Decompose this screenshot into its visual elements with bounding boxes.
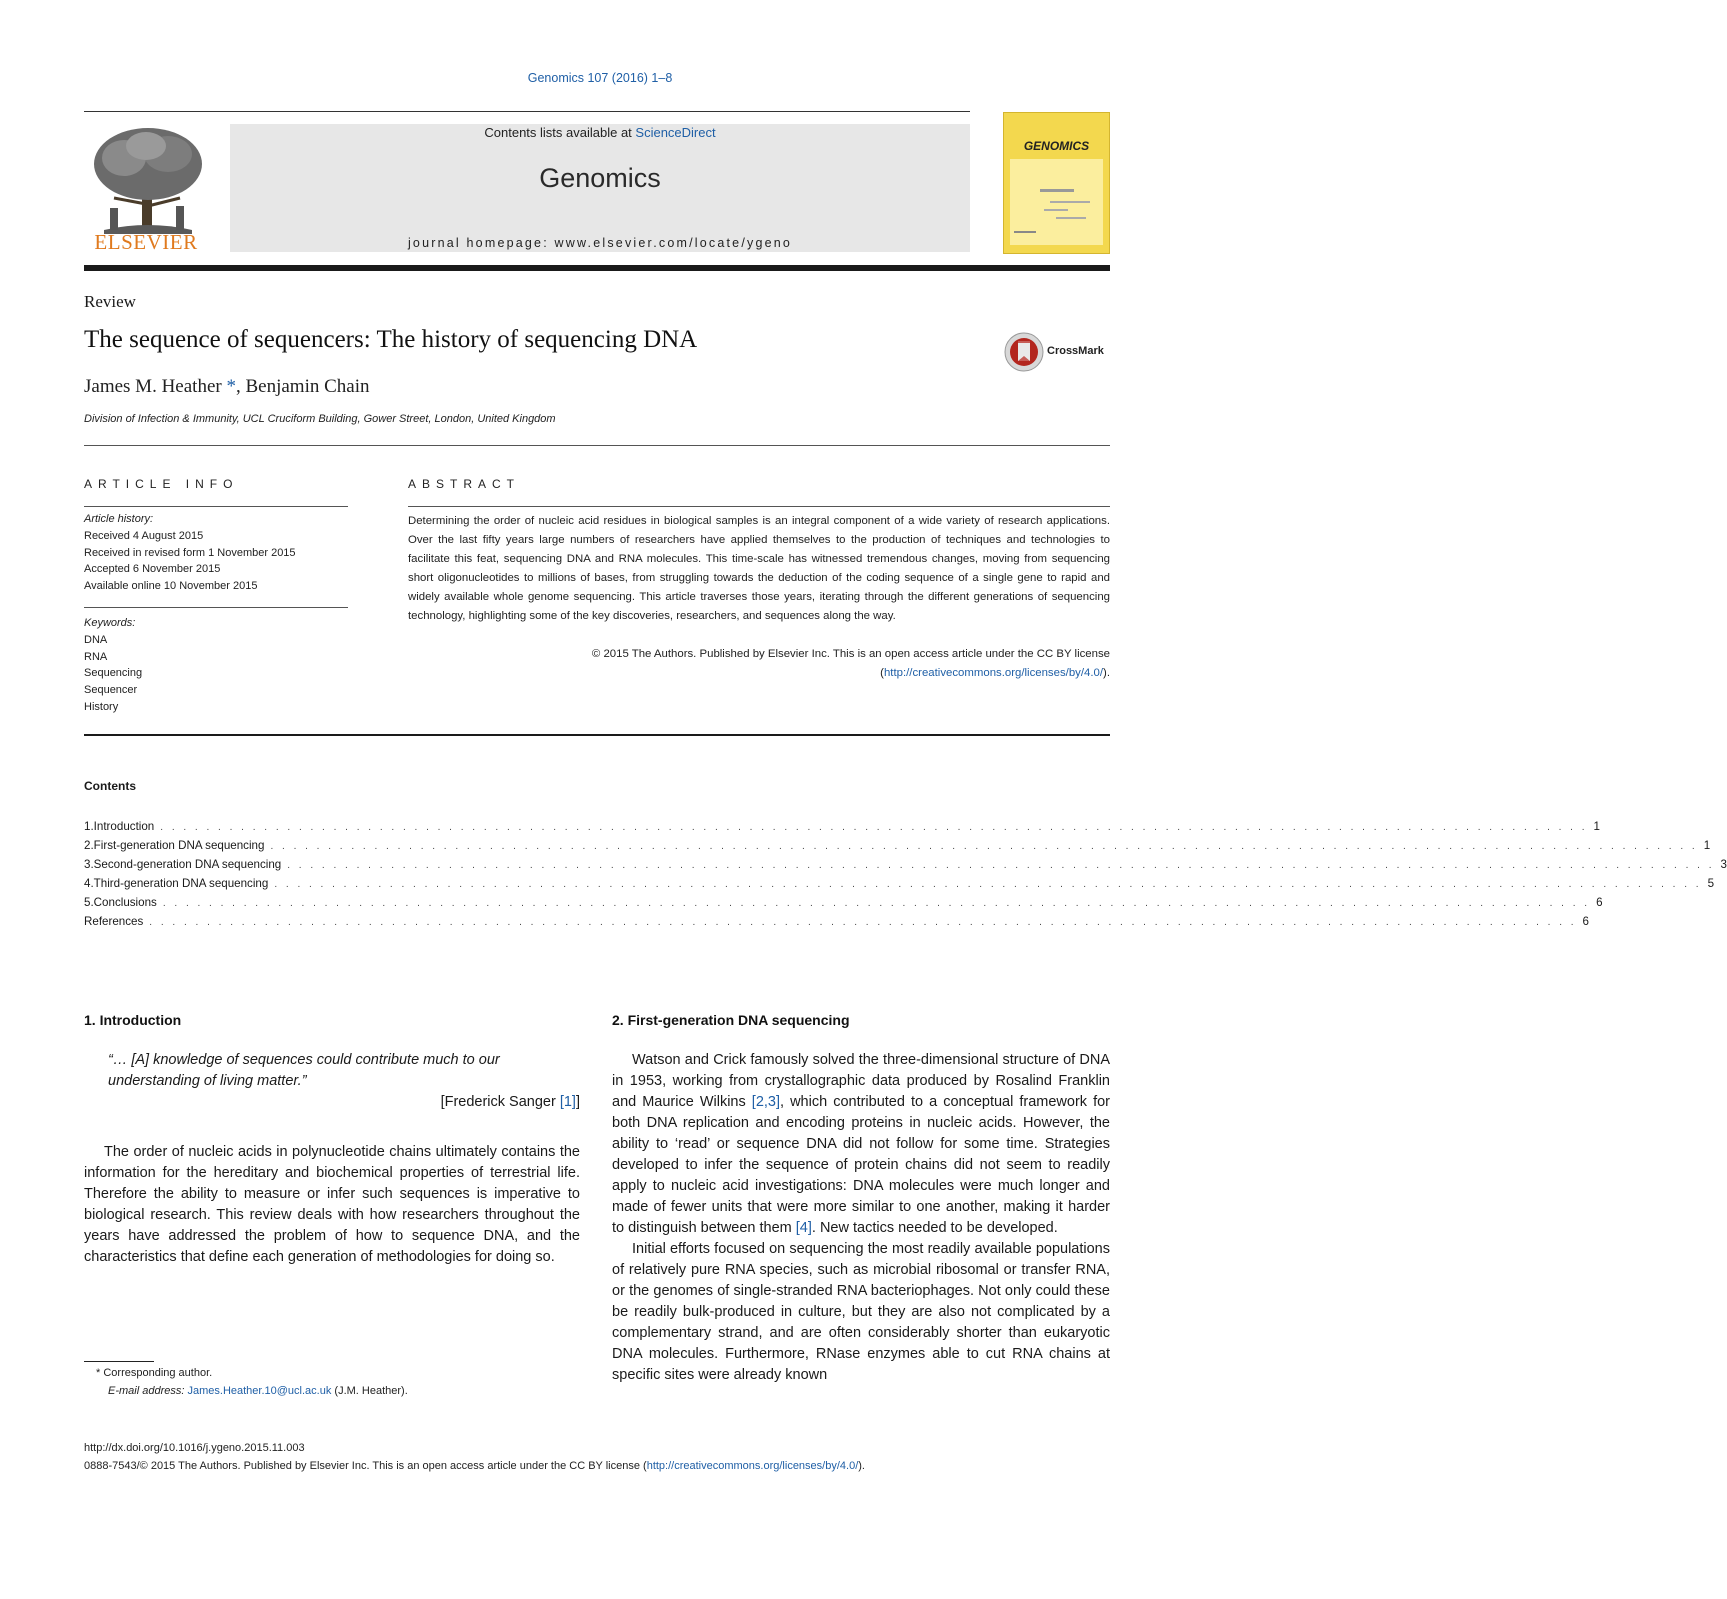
citation-link[interactable]: [4] [795,1220,812,1236]
affiliation: Division of Infection & Immunity, UCL Cruciform Building, Gower Street, London, United Kingdom [84,413,556,425]
crossmark-badge[interactable] [1003,331,1113,375]
toc-title[interactable]: Third-generation DNA sequencing [93,877,269,890]
attribution-close: ] [575,1094,580,1110]
keyword[interactable]: RNA [84,650,108,663]
sciencedirect-link[interactable]: ScienceDirect [635,125,716,140]
intro-paragraph [84,1142,580,1268]
journal-name: Genomics [539,163,661,193]
contents-prefix: Contents lists available at [484,125,636,140]
toc-leader: . . . . . . . . . . . . . . . . . . . . . . . . . . . . . . . . . . . . . . . . . . . . . . . . . . . . . . . . . . . . . . . . . . . . . . . . . . . . . . . . . . . . . . . . . . . . . . . . . . . . . . . . . . . . . . . . . . . . . . . . . . . . [270,841,1698,852]
toc-page: 1 [1703,839,1711,852]
toc-title[interactable]: Conclusions [93,896,157,909]
article-title: The sequence of sequencers: The history of sequencing DNA [84,326,698,353]
toc-number: 2. [84,839,94,852]
toc-row[interactable] [84,877,1715,896]
toc-leader: . . . . . . . . . . . . . . . . . . . . . . . . . . . . . . . . . . . . . . . . . . . . . . . . . . . . . . . . . . . . . . . . . . . . . . . . . . . . . . . . . . . . . . . . . . . . . . . . . . . . . . . . . . . . . . . . . . . . . . . . . . . . [160,822,1588,833]
toc-title[interactable]: Second-generation DNA sequencing [93,858,282,871]
email-note [108,1385,408,1397]
toc-title[interactable]: References [84,915,144,928]
first-gen-heading: 2. First-generation DNA sequencing [612,1012,850,1028]
masthead-rule [84,265,1110,271]
abstract-rule [408,506,1110,507]
author-list [84,376,369,398]
footnote-rule [84,1361,154,1362]
toc-leader: . . . . . . . . . . . . . . . . . . . . . . . . . . . . . . . . . . . . . . . . . . . . . . . . . . . . . . . . . . . . . . . . . . . . . . . . . . . . . . . . . . . . . . . . . . . . . . . . . . . . . . . . . . . . . . . . . . . . . . . . . . . . [274,879,1702,890]
article-info-heading: ARTICLE INFO [84,477,239,491]
journal-cover[interactable] [1003,112,1110,254]
history-online: Available online 10 November 2015 [84,580,258,593]
journal-homepage[interactable]: journal homepage: www.elsevier.com/locate/ygeno [407,236,793,250]
cc-license-link[interactable]: http://creativecommons.org/licenses/by/4.0/ [883,667,1104,679]
contents-title: Contents [84,779,136,793]
toc-page: 1 [1593,820,1600,833]
table-of-contents [84,820,1727,934]
article-type: Review [84,292,136,311]
elsevier-wordmark: ELSEVIER [94,230,198,254]
copyright-line: © 2015 The Authors. Published by Elsevier Inc. This is an open access article under the CC BY license [591,648,1110,660]
email-label: E-mail address: [108,1385,188,1397]
toc-number: 3. [84,858,94,871]
article-history [84,511,296,595]
journal-citation[interactable]: Genomics 107 (2016) 1–8 [527,71,673,85]
toc-leader: . . . . . . . . . . . . . . . . . . . . . . . . . . . . . . . . . . . . . . . . . . . . . . . . . . . . . . . . . . . . . . . . . . . . . . . . . . . . . . . . . . . . . . . . . . . . . . . . . . . . . . . . . . . . . . . . . . . . . . . . . . . . [287,860,1715,871]
email-suffix: (J.M. Heather). [331,1385,408,1397]
footer-close: ). [858,1460,865,1472]
corresponding-author-note [96,1367,212,1379]
toc-leader: . . . . . . . . . . . . . . . . . . . . . . . . . . . . . . . . . . . . . . . . . . . . . . . . . . . . . . . . . . . . . . . . . . . . . . . . . . . . . . . . . . . . . . . . . . . . . . . . . . . . . . . . . . . . . . . . . . . . . . . . . . . . [162,898,1591,909]
toc-page: 3 [1720,858,1727,871]
attribution-text: [Frederick Sanger [440,1094,560,1110]
footnote-mark: * [96,1367,101,1379]
crossmark-label: CrossMark [1047,345,1104,357]
corresponding-author-mark[interactable]: * [226,376,236,397]
history-revised: Received in revised form 1 November 2015 [84,546,296,559]
history-label: Article history: [84,513,154,525]
first-gen-paragraph-1 [612,1050,1110,1239]
cover-title: GENOMICS [1023,139,1090,153]
header-rule [84,111,970,112]
epigraph-quote: “… [A] knowledge of sequences could contribute much to our understanding of living matter.” [108,1052,500,1089]
paren-open: ( [880,667,884,679]
toc-page: 5 [1707,877,1715,890]
keyword[interactable]: History [84,700,119,713]
history-accepted: Accepted 6 November 2015 [84,563,221,576]
issn-license-line [84,1460,865,1472]
keywords-rule [84,607,348,608]
contents-availability [230,125,970,140]
footer-license-link[interactable]: http://creativecommons.org/licenses/by/4.0/ [646,1460,859,1472]
abstract-bottom-rule [84,734,1110,736]
intro-text: The order of nucleic acids in polynucleotide chains ultimately contains the information for the hereditary and biochemical properties of terrestrial life. Therefore the ability to measure or infer such sequences is imperative to biological research. This review deals with how researchers throughout the years have addressed the problem of how to sequence DNA, and the characteristics that define each generation of methodologies for doing so. [84,1144,580,1265]
citation-link[interactable]: [1] [559,1094,576,1110]
article-info-rule [84,506,348,507]
abstract-heading: ABSTRACT [408,477,521,491]
keyword[interactable]: DNA [84,633,108,646]
keywords [84,615,142,716]
abstract-copyright [408,645,1110,683]
crossmark-icon [1003,331,1045,373]
toc-number: 5. [84,896,94,909]
footnote-text: Corresponding author. [103,1367,213,1379]
toc-row[interactable] [84,858,1727,877]
toc-title[interactable]: Introduction [93,820,155,833]
toc-title[interactable]: First-generation DNA sequencing [93,839,265,852]
author-heather[interactable]: James M. Heather [84,376,227,397]
toc-number: 1. [84,820,94,833]
history-received: Received 4 August 2015 [84,529,204,542]
p1-text-b: , which contributed to a conceptual framework for both DNA replication and encoding proteins in nucleic acids. However, the ability to ‘read’ or sequence DNA did not follow for some time. Strategies developed to infer the sequence of protein chains did not seem to readily apply to nucleic acid investigations: DNA molecules were much longer and made of fewer units that were more similar to one another, making it harder to distinguish between them [612,1094,1111,1236]
p1-text-c: . New tactics needed to be developed. [811,1220,1058,1236]
doi-link[interactable]: http://dx.doi.org/10.1016/j.ygeno.2015.11.003 [84,1442,305,1454]
toc-page: 6 [1582,915,1589,928]
toc-page: 6 [1596,896,1603,909]
cover-artwork [1010,159,1103,245]
elsevier-logo[interactable] [84,124,212,256]
first-gen-body [612,1050,1110,1386]
keyword[interactable]: Sequencer [84,684,138,697]
toc-number: 4. [84,877,94,890]
paren-close: ). [1103,667,1110,679]
header-divider [84,445,1110,446]
toc-leader: . . . . . . . . . . . . . . . . . . . . . . . . . . . . . . . . . . . . . . . . . . . . . . . . . . . . . . . . . . . . . . . . . . . . . . . . . . . . . . . . . . . . . . . . . . . . . . . . . . . . . . . . . . . . . . . . . . . . . . . . . . . . [149,917,1577,928]
email-link[interactable]: James.Heather.10@ucl.ac.uk [187,1385,332,1397]
toc-row[interactable] [84,820,1600,839]
intro-heading: 1. Introduction [84,1012,182,1028]
abstract-text: Determining the order of nucleic acid residues in biological samples is an integral component of a wide variety of research applications. Over the last fifty years large numbers of researchers have applied themselves to the production of techniques and technologies to facilitate this feat, sequencing DNA and RNA molecules. This time-scale has witnessed tremendous changes, moving from sequencing short oligonucleotides to millions of bases, from struggling towards the deduction of the coding sequence of a single gene to rapid and widely available whole genome sequencing. This article traverses those years, iterating through the different generations of sequencing technology, highlighting some of the key discoveries, researchers, and sequences along the way. [408,515,1110,622]
citation-link[interactable]: [2,3] [751,1094,781,1110]
p1-text-a: Watson and Crick famously solved the three-dimensional structure of DNA in 1953, working from crystallographic data produced by Rosalind Franklin and Maurice Wilkins [612,1052,1110,1110]
toc-row[interactable] [84,896,1603,915]
keywords-label: Keywords: [84,617,136,629]
epigraph-attribution [108,1094,580,1110]
first-gen-paragraph-2: Initial efforts focused on sequencing the most readily available populations of relatively pure RNA species, such as microbial ribosomal or transfer RNA, or the genomes of single-stranded RNA bacteriophages. Not only could these be readily bulk-produced in culture, but they are also not complicated by a complementary strand, and are often considerably shorter than eukaryotic DNA molecules. Furthermore, RNase enzymes able to cut RNA chains at specific sites were already known [612,1241,1110,1383]
keyword[interactable]: Sequencing [84,667,143,680]
issn-text: 0888-7543/© 2015 The Authors. Published by Elsevier Inc. This is an open access article under the CC BY license ( [84,1460,647,1472]
author-chain[interactable]: , Benjamin Chain [235,376,370,397]
toc-row[interactable] [84,915,1589,934]
toc-row[interactable] [84,839,1711,858]
